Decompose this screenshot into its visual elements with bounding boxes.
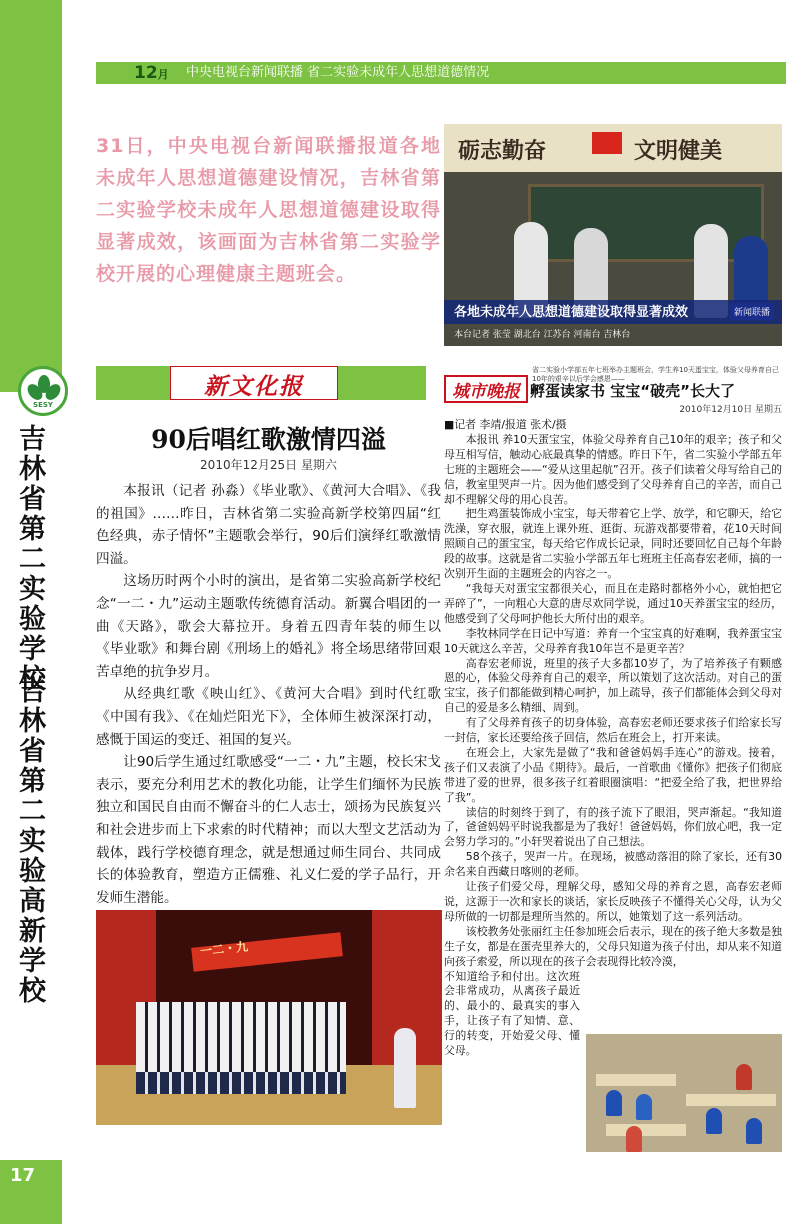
school-name-vertical-2: 吉林省第二实验高新学校: [14, 676, 45, 1006]
choir-group: [136, 1002, 346, 1072]
paragraph: 把生鸡蛋装饰成小宝宝，每天带着它上学、放学，和它聊天，给它洗澡，穿衣服，就连上课外班、逛街、玩游戏都要带着，花10天时间照顾自己的蛋宝宝，每天给它作成长记录，同时还要回忆自己每个年龄段的故事。这就是省二实验小学部五年七班班主任高春宏老师，搞的一次别开生面的主题班会的内容之一。: [444, 507, 782, 581]
paragraph: 这场历时两个小时的演出，是省第二实验高新学校纪念“一二・九”运动主题歌传统德育活动。新翼合唱团的一曲《天路》，歌会大幕拉开。身着五四青年装的师生以《毕业歌》和舞台剧《刑场上的婚礼》将全场思绪带回艰苦卓绝的抗争岁月。: [96, 573, 441, 680]
student-figure: [706, 1108, 722, 1134]
flag-icon: [592, 132, 622, 154]
blackboard: [528, 184, 764, 262]
header-month: [134, 62, 169, 84]
photo-reporter: 本台记者 张莹 湖北台 江苏台 河南台 吉林台: [454, 330, 631, 340]
photo-banner-right: 文明健美: [634, 138, 723, 164]
paragraph: 58个孩子，哭声一片。在现场，被感动落泪的除了家长，还有30余名来自西藏日喀则的老师。: [444, 850, 782, 879]
sidebar-green-bar: [0, 0, 62, 392]
article-body-left: [96, 480, 441, 909]
desk: [686, 1094, 776, 1106]
header-title: 中央电视台新闻联播 省二实验未成年人思想道德情况: [186, 65, 490, 80]
month-unit: 月: [157, 68, 169, 81]
desk: [596, 1074, 676, 1086]
news-logo: 新闻联播: [730, 303, 774, 320]
paragraph: 高春宏老师说，班里的孩子大多都10岁了，为了培养孩子有颗感恩的心，体验父母养育自己的艰辛，所以策划了这次活动。对自己的蛋宝宝，孩子们都能做到精心呵护，加上疏导，孩子们都能体会到父母对自己的爱是多么精细、周到。: [444, 656, 782, 715]
date-left: 2010年12月25日 星期六: [200, 458, 337, 472]
headline-right: 孵蛋读家书 宝宝“破壳”长大了: [530, 382, 735, 400]
paragraph: 李牧林同学在日记中写道：养育一个宝宝真的好难啊，我养蛋宝宝10天就这么辛苦，父母养育我10年岂不是更辛苦？: [444, 626, 782, 655]
headline-left: 90后唱红歌激情四溢: [151, 425, 386, 454]
student-figure: [626, 1126, 642, 1152]
school-logo: [18, 366, 68, 416]
student-figure: [736, 1064, 752, 1090]
paragraph: 本报讯（记者 孙淼）《毕业歌》、《黄河大合唱》、《我的祖国》……昨日，吉林省第二实验高新学校第四届“红色经典，赤子情怀”主题歌会举行，90后们演绎红歌激情四溢。: [96, 483, 441, 567]
paragraph: 让孩子们爱父母，理解父母，感知父母的养育之恩，高春宏老师说，这源于一次和家长的谈话，家长反映孩子不懂得关心父母，认为父母所做的一切都是理所当然的。所以，她策划了这一系列活动。: [444, 880, 782, 923]
paragraph: “我每天对蛋宝宝都很关心，而且在走路时都格外小心，就怕把它弄碎了”，一向粗心大意的唐尽欢同学说，通过10天养蛋宝宝的经历，他感受到了父母呵护他长大所付出的艰辛。: [444, 581, 782, 625]
top-story-text: 31日，中央电视台新闻联播报道各地未成年人思想道德建设情况，吉林省第二实验学校未成年人思想道德建设取得显著成效，该画面为吉林省第二实验学校开展的心理健康主题班会。: [96, 135, 441, 285]
paragraph: 该校教务处张丽红主任参加班会后表示，现在的孩子绝大多数是独生子女，都是在蛋壳里养大的，父母只知道为孩子付出，却从来不知道向孩子索爱，所以现在的孩子会表现得比较冷漠，: [444, 924, 782, 968]
paragraph: 本报讯 养10天蛋宝宝，体验父母养育自己10年的艰辛；孩子和父母互相写信，触动心底最真挚的情感。昨日下午，省二实验小学部五年七班的主题班会——“爱从这里起航”召开。孩子们读着父母写给自己的信，教室里哭声一片。因为他们感受到了父母养育自己的辛苦，而自己却不理解父母的用心良苦。: [444, 432, 783, 506]
school-name-vertical-1: 吉林省第二实验学校: [14, 424, 45, 694]
classroom-photo: [586, 1034, 782, 1152]
paragraph-last: 不知道给予和付出。这次班会非常成功，从离孩子最近的、最小的、最真实的事入手，让孩子有了知情、意、行的转变，开始爱父母、懂父母。: [444, 969, 580, 1058]
paragraph: 从经典红歌《映山红》、《黄河大合唱》到时代红歌《中国有我》、《在灿烂阳光下》，全体师生被深深打动，感慨于国运的变迁、祖国的复兴。: [96, 686, 441, 748]
paragraph: 让90后学生通过红歌感受“一二・九”主题，校长宋戈表示，要充分利用艺术的教化功能，让学生们缅怀为民族独立和国民自由而不懈奋斗的仁人志士，颂扬为民族复兴和社会进步而上下求索的时代精神；而以大型文艺活动为载体，践行学校德育理念，就是想通过师生同台、共同成长的体验教育，塑造方正儒雅、礼义仁爱的学子品行，开发师生潜能。: [96, 754, 441, 906]
stage-banner-text: 一二・九: [199, 939, 249, 959]
date-right: 2010年12月10日 星期五: [679, 405, 782, 415]
conductor-figure: [394, 1028, 416, 1108]
paragraph: 有了父母养育孩子的切身体验，高春宏老师还要求孩子们给家长写一封信，家长还要给孩子回信，然后在班会上，打开来读。: [444, 716, 782, 745]
cctv-news-photo: [444, 124, 782, 346]
student-figure: [636, 1094, 652, 1120]
subhead-caption: 省二实验小学部五年七班举办主题班会，学生养10天蛋宝宝，体验父母养育自己10年的艰辛以后学会感恩——: [532, 366, 779, 383]
masthead-right: 城市晚报: [452, 382, 520, 402]
page-number: 17: [10, 1165, 36, 1186]
logo-text: SESY: [33, 401, 53, 409]
photo-caption: 各地未成年人思想道德建设取得显著成效: [454, 305, 689, 320]
student-figure: [746, 1118, 762, 1144]
byline: ■记者 李靖/报道 张术/摄: [444, 418, 567, 431]
paragraph: 读信的时刻终于到了，有的孩子流下了眼泪，哭声渐起。“我知道了，爸爸妈妈平时说我都是为了我好！爸爸妈妈，你们放心吧，我一定会努力学习的。”小轩哭着说出了自己想法。: [444, 805, 782, 849]
photo-banner-left: 砺志勤奋: [458, 138, 547, 164]
masthead-left: 新文化报: [204, 373, 304, 400]
paragraph: 在班会上，大家先是做了“我和爸爸妈妈手连心”的游戏。接着，孩子们又表演了小品《期待》。最后，一首歌曲《懂你》把孩子们彻底带进了爱的世界，很多孩子红着眼圈演唱：“把爱全给了我，把世界给了我”。: [444, 745, 782, 804]
article-body-right: [444, 418, 782, 1059]
choir-photo: [96, 910, 442, 1125]
student-figure: [606, 1090, 622, 1116]
month-number: 12: [134, 63, 158, 83]
choir-group-lower: [136, 1072, 346, 1094]
desk: [606, 1124, 686, 1136]
